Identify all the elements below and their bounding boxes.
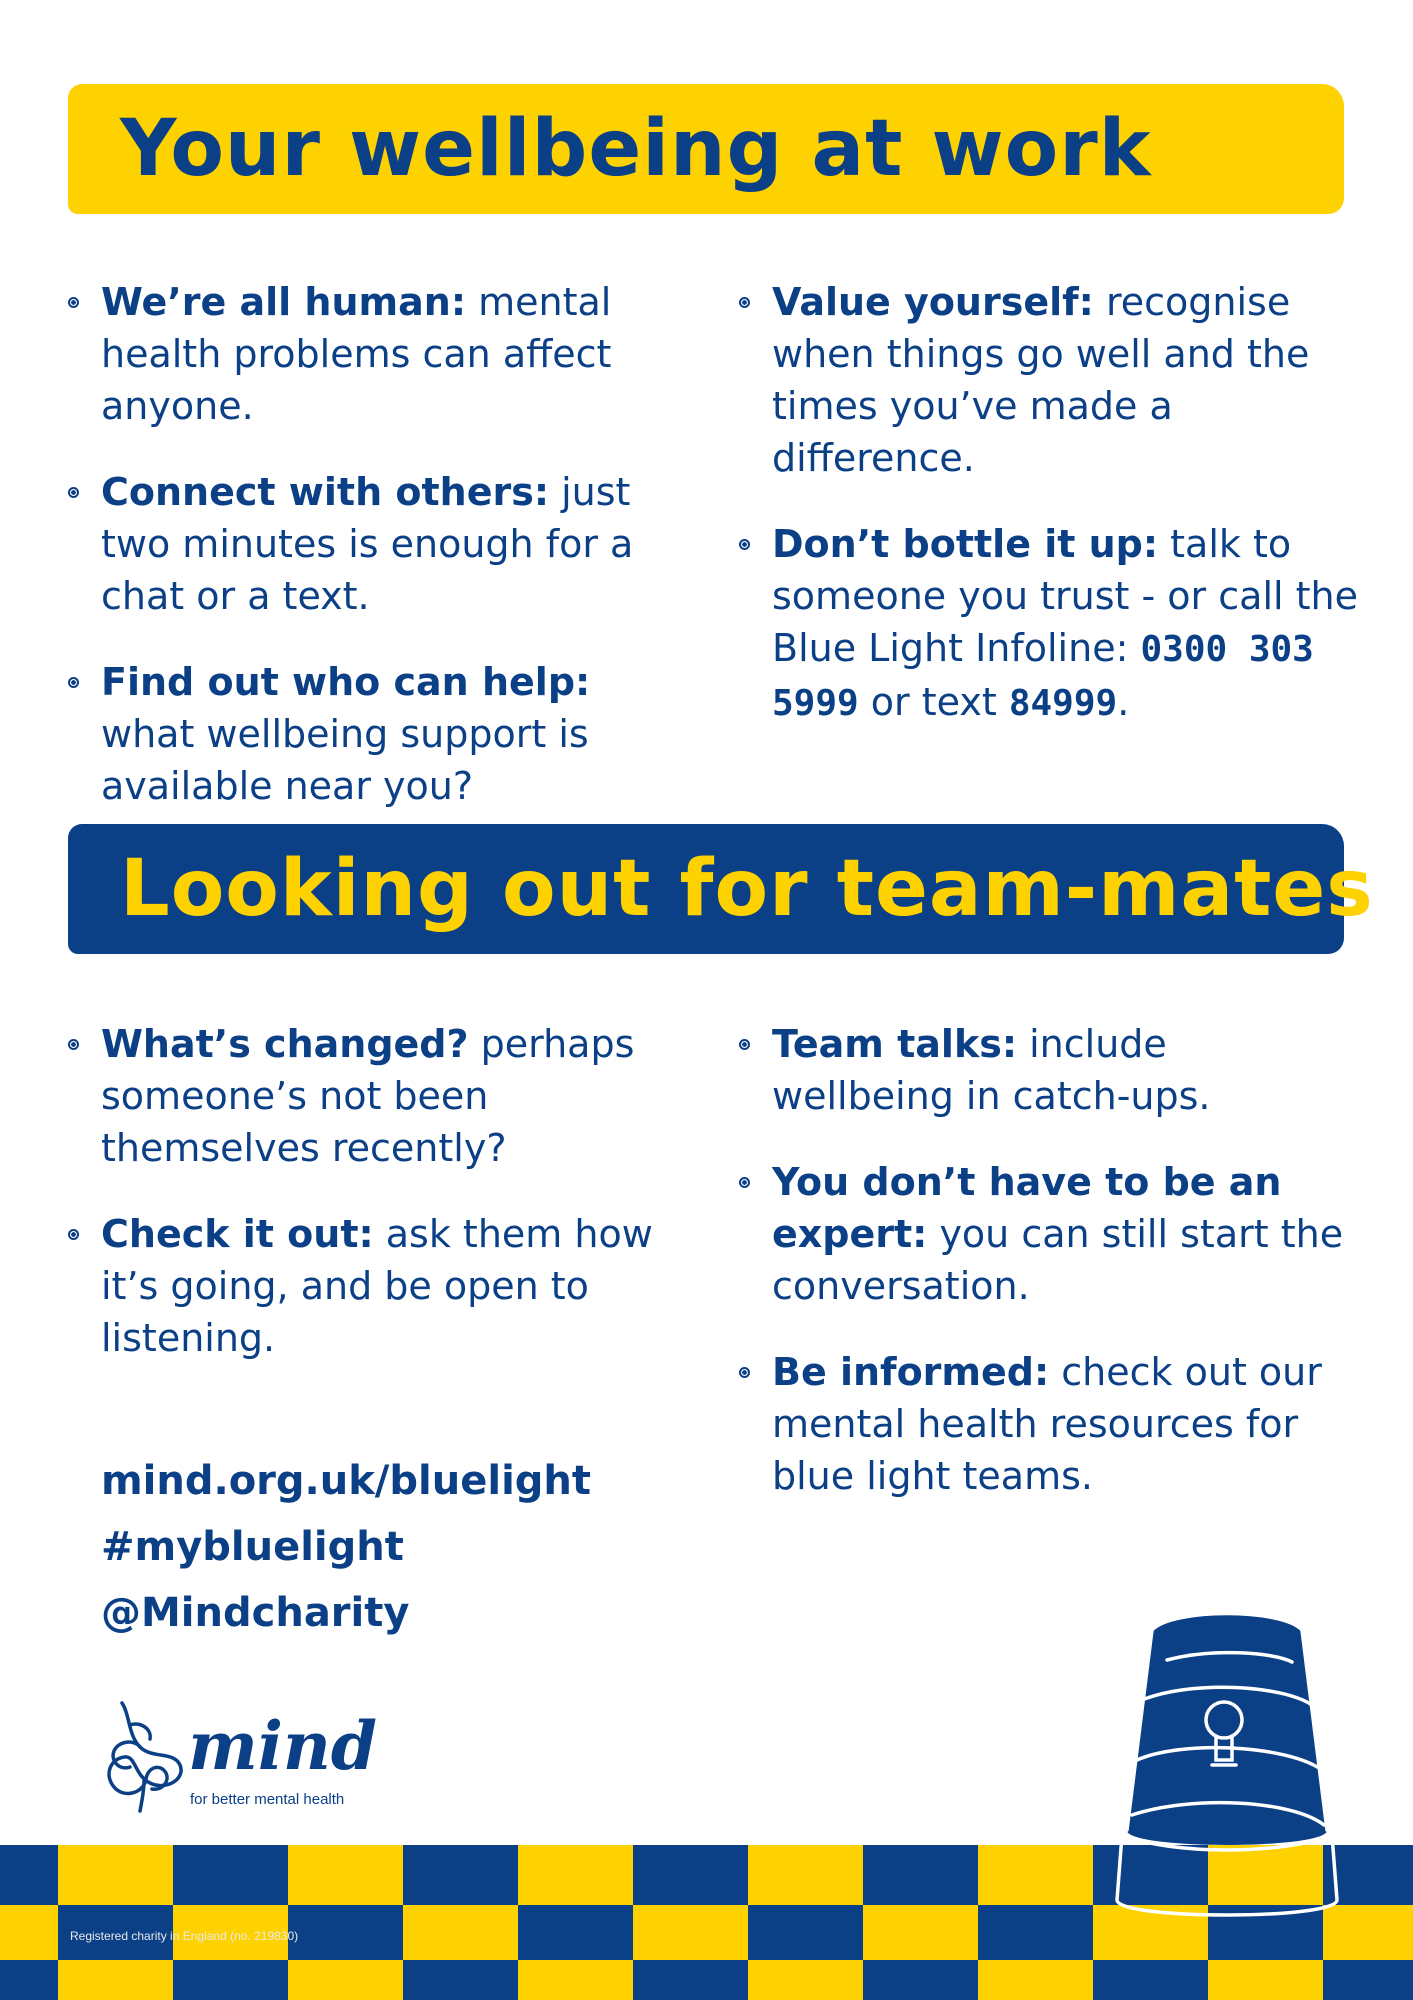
blue-light-beacon-icon bbox=[1112, 1600, 1342, 1930]
item-heading: Check it out: bbox=[101, 1212, 374, 1256]
list-item bbox=[68, 656, 668, 812]
wellbeing-right-column bbox=[739, 276, 1359, 764]
twitter-handle-link[interactable]: @Mindcharity bbox=[101, 1590, 410, 1636]
infoline-text-number[interactable]: 84999 bbox=[1008, 683, 1118, 724]
list-item bbox=[739, 1156, 1359, 1312]
contact-block bbox=[101, 1448, 591, 1646]
item-text: perhaps someone’s not been themselves recently? bbox=[101, 1022, 635, 1170]
item-text: just two minutes is enough for a chat or a text. bbox=[101, 470, 634, 618]
list-item bbox=[739, 1346, 1359, 1502]
bullet-icon bbox=[739, 1177, 750, 1188]
wellbeing-heading: Your wellbeing at work bbox=[120, 104, 1152, 194]
bullet-icon bbox=[739, 1367, 750, 1378]
list-item bbox=[68, 1018, 668, 1174]
item-text: mental health problems can affect anyone. bbox=[101, 280, 612, 428]
mind-wordmark: mind bbox=[188, 1707, 378, 1785]
item-text: what wellbeing support is available near you? bbox=[101, 712, 589, 808]
item-heading: Team talks: bbox=[772, 1022, 1018, 1066]
item-heading: Connect with others: bbox=[101, 470, 550, 514]
item-heading: Don’t bottle it up: bbox=[772, 522, 1159, 566]
bullet-icon bbox=[68, 1039, 79, 1050]
item-text: check out our mental health resources for blue light teams. bbox=[772, 1350, 1322, 1498]
item-text: . bbox=[1117, 680, 1130, 724]
item-text: or text bbox=[858, 680, 1009, 724]
item-text: recognise when things go well and the times you’ve made a difference. bbox=[772, 280, 1310, 480]
mind-tagline: for better mental health bbox=[190, 1791, 345, 1808]
bullet-icon bbox=[68, 297, 79, 308]
charity-registration: Registered charity in England (no. 219830) bbox=[70, 1929, 299, 1943]
teammates-left-column bbox=[68, 1018, 668, 1398]
bullet-icon bbox=[739, 1039, 750, 1050]
item-text: ask them how it’s going, and be open to listening. bbox=[101, 1212, 653, 1360]
teammates-banner bbox=[68, 824, 1374, 954]
list-item bbox=[68, 466, 668, 622]
bullet-icon bbox=[739, 297, 750, 308]
bullet-icon bbox=[68, 487, 79, 498]
bullet-icon bbox=[68, 677, 79, 688]
website-link[interactable]: mind.org.uk/bluelight bbox=[101, 1458, 592, 1504]
item-heading: Find out who can help: bbox=[101, 660, 591, 704]
mind-logo bbox=[100, 1695, 380, 1815]
list-item bbox=[739, 276, 1359, 484]
mind-flower-icon bbox=[100, 1695, 190, 1815]
list-item bbox=[739, 1018, 1359, 1122]
bullet-icon bbox=[68, 1229, 79, 1240]
item-text: talk to someone you trust - or call the Blue Light Infoline: bbox=[772, 522, 1358, 670]
list-item bbox=[68, 1208, 668, 1364]
item-heading: Be informed: bbox=[772, 1350, 1050, 1394]
wellbeing-banner bbox=[68, 84, 1344, 214]
wellbeing-left-column bbox=[68, 276, 668, 846]
teammates-heading: Looking out for team-mates bbox=[120, 844, 1374, 934]
list-item bbox=[68, 276, 668, 432]
infoline-phone-number[interactable]: 0300 303 5999 bbox=[772, 629, 1314, 724]
item-heading: What’s changed? bbox=[101, 1022, 469, 1066]
hashtag-link[interactable]: #mybluelight bbox=[101, 1524, 404, 1570]
item-heading: Value yourself: bbox=[772, 280, 1094, 324]
item-heading: You don’t have to be an expert: bbox=[772, 1160, 1282, 1256]
bullet-icon bbox=[739, 539, 750, 550]
item-text: include wellbeing in catch-ups. bbox=[772, 1022, 1211, 1118]
list-item bbox=[739, 518, 1359, 730]
teammates-right-column bbox=[739, 1018, 1359, 1536]
item-text: you can still start the conversation. bbox=[772, 1212, 1344, 1308]
item-heading: We’re all human: bbox=[101, 280, 467, 324]
